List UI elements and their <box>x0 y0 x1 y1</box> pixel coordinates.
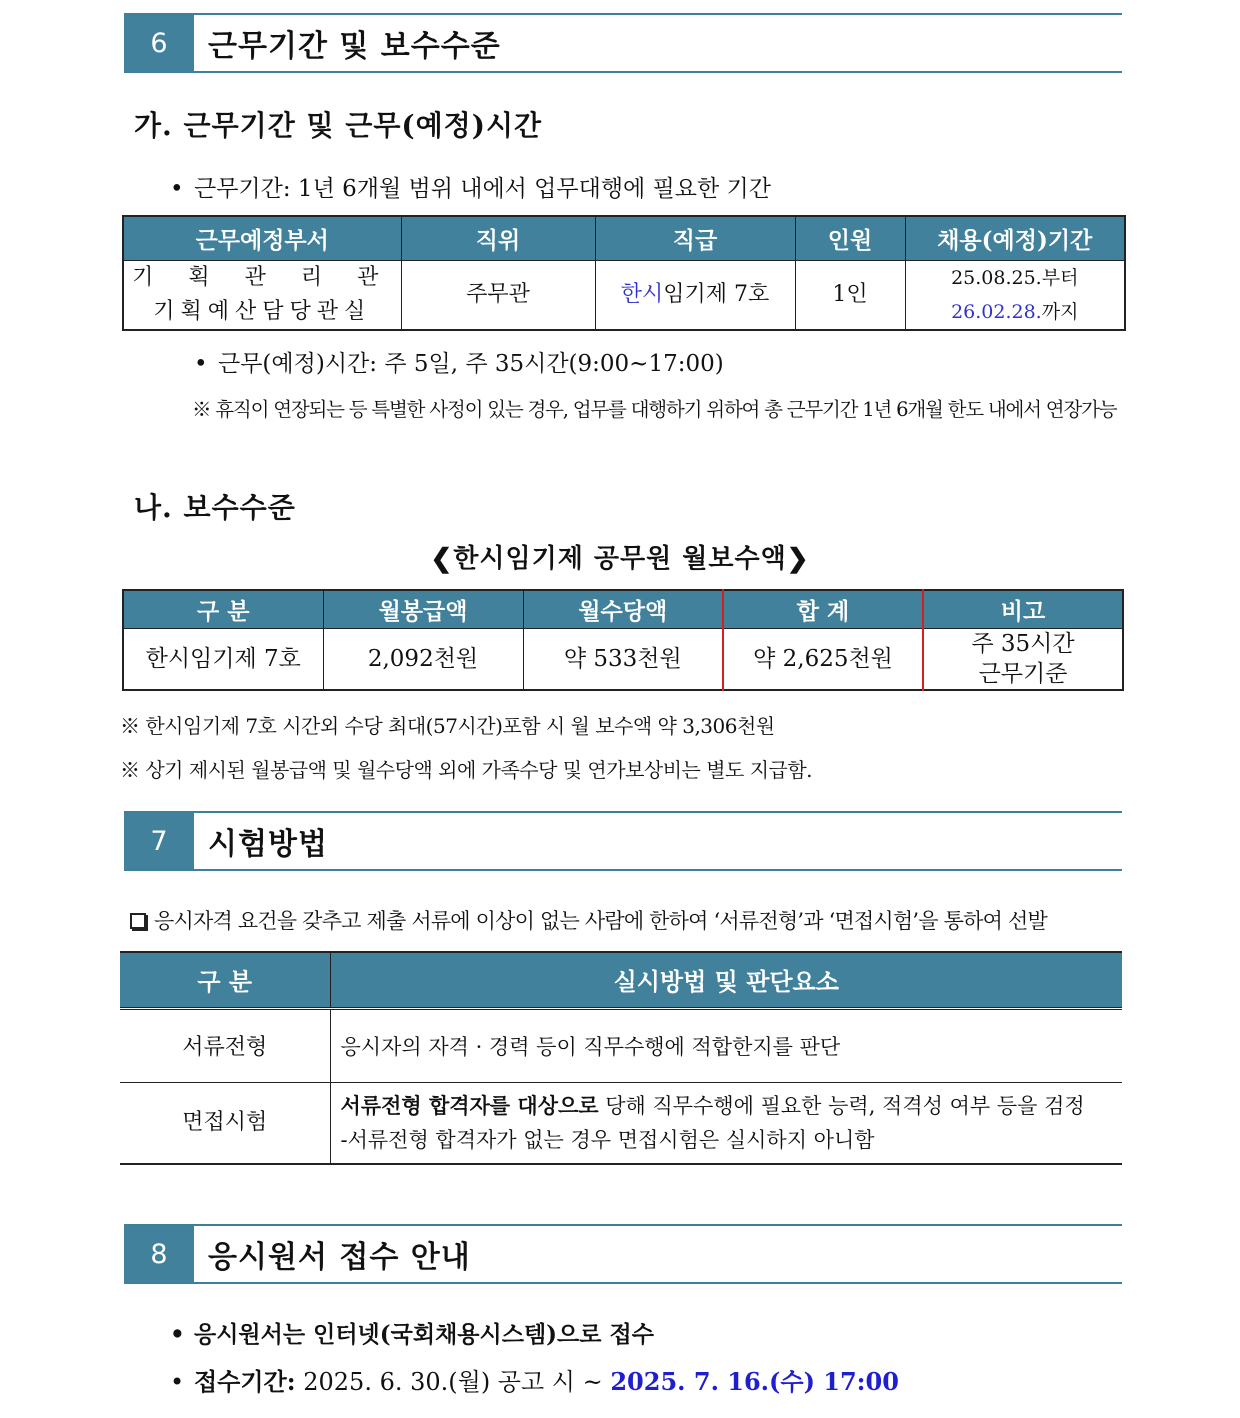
apply-period-start: 2025. 6. 30.(월) 공고 시 ~ <box>295 1368 611 1396</box>
section-number: 7 <box>124 813 194 869</box>
header-method: 실시방법 및 판단요소 <box>330 952 1122 1008</box>
section-7-header <box>124 811 1122 871</box>
cell-period <box>905 260 1125 330</box>
table-row <box>123 628 1123 690</box>
period-to-date: 26.02.28. <box>951 300 1042 323</box>
table-header-row <box>123 216 1125 260</box>
bullet-text: 근무(예정)시간: 주 5일, 주 35시간(9:00~17:00) <box>218 351 724 377</box>
dept-line-1: 기 획 관 리 관 <box>132 264 393 290</box>
bullet-work-hours <box>194 345 724 378</box>
grade-rest: 임기제 7호 <box>663 281 770 307</box>
section-title: 시험방법 <box>208 827 328 862</box>
table-row <box>120 1082 1122 1164</box>
table-header-row <box>120 952 1122 1008</box>
cell-total: 약 2,625천원 <box>723 628 923 690</box>
header-position: 직위 <box>401 216 595 260</box>
section-number: 8 <box>124 1226 194 1282</box>
bullet-dot: • <box>170 1321 185 1348</box>
header-grade: 직급 <box>595 216 795 260</box>
method-line-1 <box>341 1089 1123 1123</box>
bullet-apply-online <box>170 1316 654 1349</box>
note-extension: ※ 휴직이 연장되는 등 특별한 사정이 있는 경우, 업무를 대행하기 위하여 총 근무기간 1년 6개월 한도 내에서 연장가능 <box>192 398 1117 421</box>
apply-period-end: 2025. 7. 16.(수) 17:00 <box>610 1367 899 1396</box>
cell-grade <box>595 260 795 330</box>
header-total: 합 계 <box>723 590 923 628</box>
work-period-table <box>122 215 1126 331</box>
bullet-work-period <box>170 170 771 203</box>
table-row <box>123 260 1125 330</box>
bullet-text: 응시원서는 인터넷(국회채용시스템)으로 접수 <box>194 1321 654 1348</box>
table-header-row <box>123 590 1123 628</box>
header-remarks: 비고 <box>923 590 1123 628</box>
subheading-ga: 가. 근무기간 및 근무(예정)시간 <box>134 109 543 142</box>
cell-method: 응시자의 자격 · 경력 등이 직무수행에 적합한지를 판단 <box>330 1008 1122 1082</box>
cell-allowance: 약 533천원 <box>523 628 723 690</box>
remarks-line-1: 주 35시간 <box>971 630 1075 657</box>
period-to-suffix: 까지 <box>1041 300 1079 323</box>
header-salary: 월봉급액 <box>323 590 523 628</box>
subheading-na: 나. 보수수준 <box>134 491 296 524</box>
header-count: 인원 <box>795 216 905 260</box>
apply-period-label: 접수기간: <box>194 1367 296 1396</box>
cell-category: 한시임기제 7호 <box>123 628 323 690</box>
header-category: 구 분 <box>120 952 330 1008</box>
exam-method-table <box>120 951 1122 1165</box>
pay-table <box>122 589 1124 691</box>
section-6-header <box>124 13 1122 73</box>
note-overtime: ※ 한시임기제 7호 시간외 수당 최대(57시간)포함 시 월 보수액 약 3,306천원 <box>120 714 775 738</box>
method-bold: 서류전형 합격자를 대상으로 <box>340 1092 599 1118</box>
header-period: 채용(예정)기간 <box>905 216 1125 260</box>
cell-method <box>330 1082 1122 1164</box>
table-row <box>120 1008 1122 1082</box>
header-allowance: 월수당액 <box>523 590 723 628</box>
cell-salary: 2,092천원 <box>323 628 523 690</box>
dept-line-2: 기획예산담당관실 <box>153 298 372 324</box>
period-to <box>906 295 1125 329</box>
period-from <box>906 261 1125 295</box>
section-title: 근무기간 및 보수수준 <box>208 29 501 64</box>
checkbox-icon <box>130 913 146 929</box>
header-dept: 근무예정부서 <box>123 216 401 260</box>
section-number: 6 <box>124 15 194 71</box>
note-extra-allowance: ※ 상기 제시된 월봉급액 및 월수당액 외에 가족수당 및 연가보상비는 별도 지급함. <box>120 758 813 782</box>
cell-category: 서류전형 <box>120 1008 330 1082</box>
method-line-2: -서류전형 합격자가 없는 경우 면접시험은 실시하지 아니함 <box>340 1127 875 1152</box>
bullet-dot: • <box>170 176 184 202</box>
cell-count: 1인 <box>795 260 905 330</box>
remarks-line-2: 근무기준 <box>978 660 1068 687</box>
bullet-dot: • <box>194 351 208 377</box>
bullet-text: 근무기간: 1년 6개월 범위 내에서 업무대행에 필요한 기간 <box>194 176 771 202</box>
method-rest: 당해 직무수행에 필요한 능력, 적격성 여부 등을 검정 <box>598 1093 1085 1118</box>
section-title: 응시원서 접수 안내 <box>208 1240 471 1275</box>
exam-intro-text: 응시자격 요건을 갖추고 제출 서류에 이상이 없는 사람에 한하여 ‘서류전형’과 ‘면접시험’을 통하여 선발 <box>154 909 1047 933</box>
pay-table-caption: ❮한시임기제 공무원 월보수액❯ <box>430 544 810 574</box>
period-from-suffix: 부터 <box>1041 266 1079 289</box>
bullet-dot: • <box>170 1368 185 1396</box>
cell-remarks <box>923 628 1123 690</box>
header-category: 구 분 <box>123 590 323 628</box>
section-8-header <box>124 1224 1122 1284</box>
period-from-date: 25.08.25. <box>951 266 1042 289</box>
cell-category: 면접시험 <box>120 1082 330 1164</box>
grade-prefix: 한시 <box>620 281 664 307</box>
bullet-apply-period <box>170 1362 899 1397</box>
cell-dept <box>123 260 401 330</box>
exam-intro <box>130 905 1047 935</box>
cell-position: 주무관 <box>401 260 595 330</box>
